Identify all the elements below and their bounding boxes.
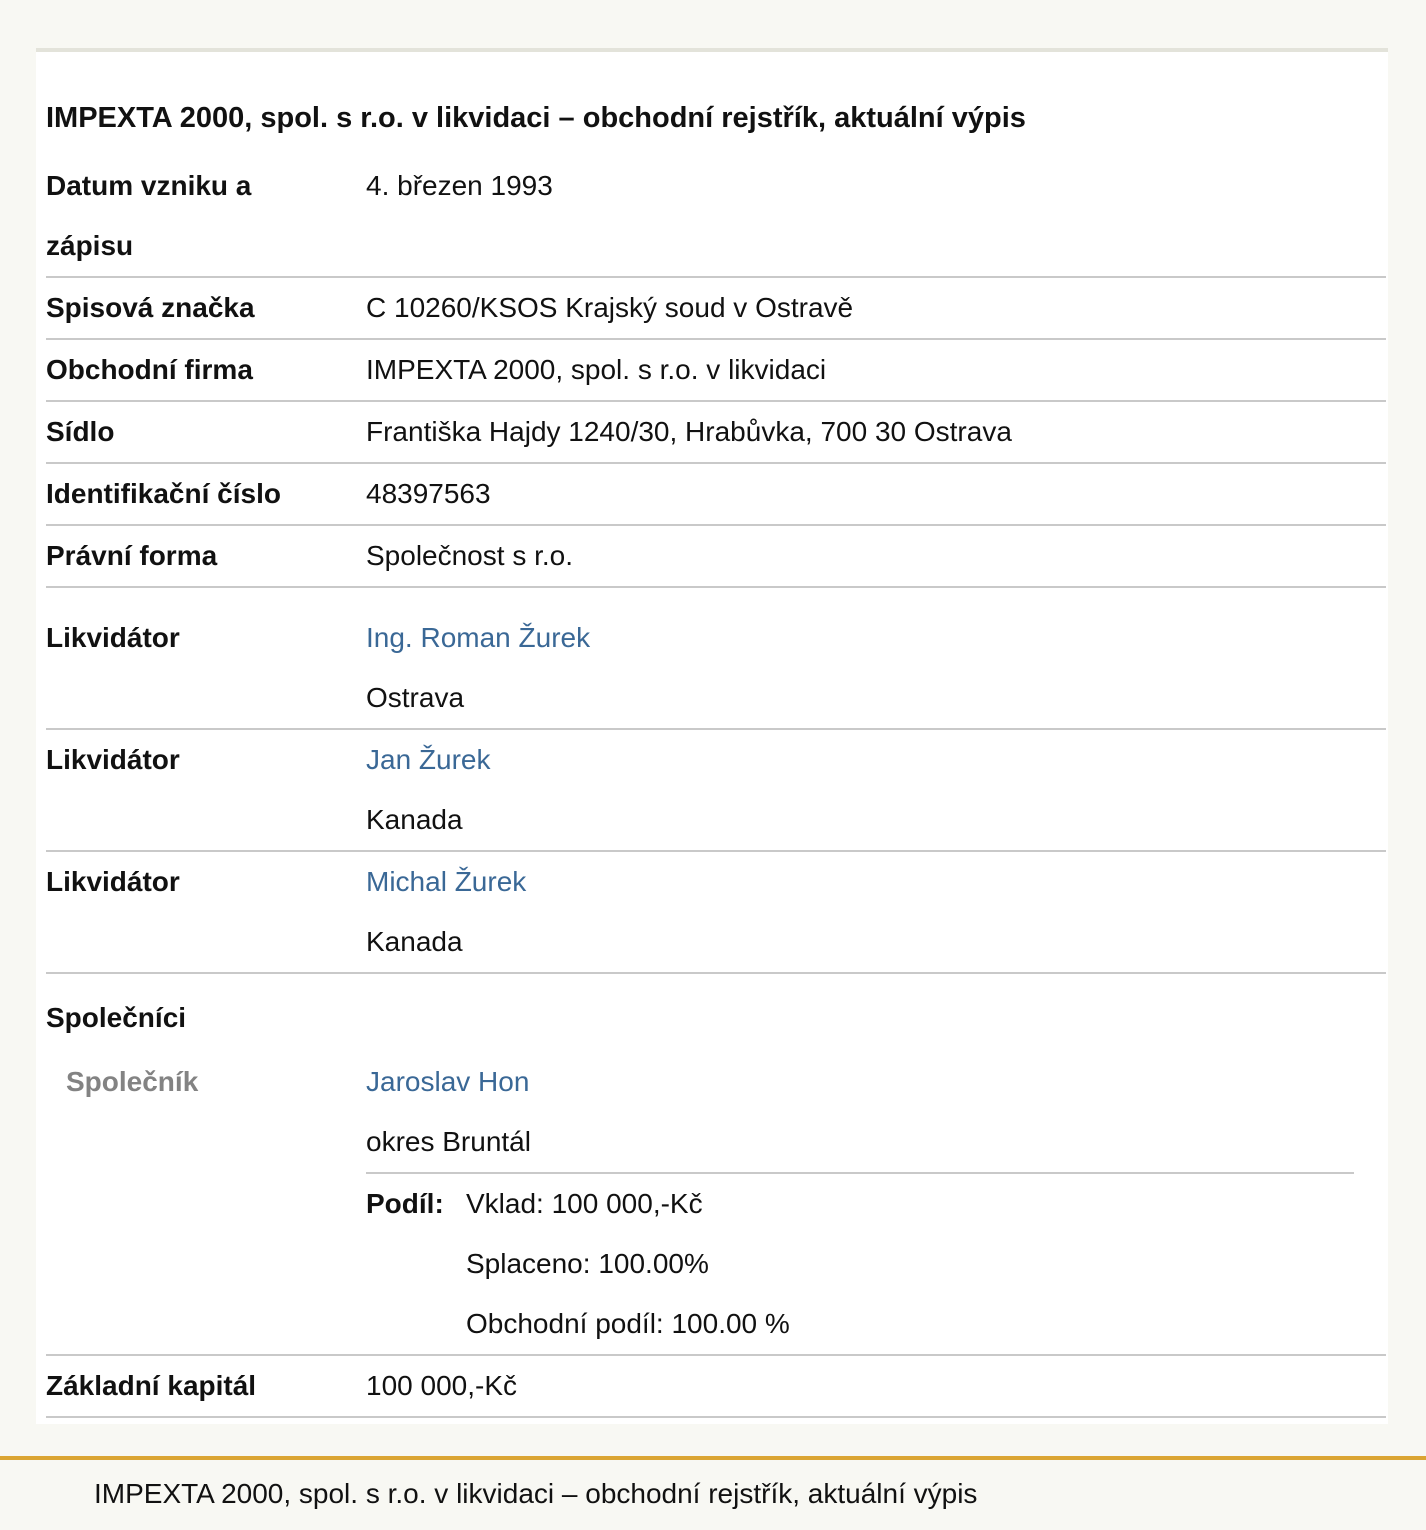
spolecnik-place: okres Bruntál	[366, 1126, 531, 1157]
podil-vklad: Vklad: 100 000,-Kč	[466, 1188, 703, 1219]
label-obchodni-firma: Obchodní firma	[46, 354, 253, 385]
value-spisova-znacka: C 10260/KSOS Krajský soud v Ostravě	[366, 292, 854, 323]
label-likvidator: Likvidátor	[46, 744, 180, 775]
page-title: IMPEXTA 2000, spol. s r.o. v likvidaci – obchodní rejstřík, aktuální výpis	[46, 102, 1026, 134]
spolecnik-name-link[interactable]: Jaroslav Hon	[366, 1066, 530, 1097]
likvidator-name-link[interactable]: Jan Žurek	[366, 744, 491, 775]
row-identifikacni-cislo	[46, 464, 1386, 526]
label-likvidator: Likvidátor	[46, 866, 180, 897]
value-pravni-forma: Společnost s r.o.	[366, 540, 574, 571]
value-obchodni-firma: IMPEXTA 2000, spol. s r.o. v likvidaci	[366, 354, 827, 385]
row-likvidator	[46, 730, 1386, 852]
likvidator-place: Kanada	[366, 926, 463, 957]
registry-card	[36, 48, 1388, 1424]
value-identifikacni-cislo: 48397563	[366, 478, 491, 509]
value-sidlo: Františka Hajdy 1240/30, Hrabůvka, 700 30 Ostrava	[366, 416, 1012, 447]
likvidator-place: Ostrava	[366, 682, 465, 713]
label-pravni-forma: Právní forma	[46, 540, 218, 571]
row-likvidator	[46, 852, 1386, 974]
spolecnici-heading: Společníci	[46, 1002, 187, 1033]
row-obchodni-firma	[46, 340, 1386, 402]
label-sidlo: Sídlo	[46, 416, 115, 447]
label-likvidator: Likvidátor	[46, 622, 180, 653]
row-zakladni-kapital	[46, 1356, 1386, 1418]
row-sidlo	[46, 402, 1386, 464]
value-datum: 4. březen 1993	[366, 170, 553, 201]
likvidator-place: Kanada	[366, 804, 463, 835]
likvidator-name-link[interactable]: Michal Žurek	[366, 866, 527, 897]
row-spolecnici	[46, 974, 1386, 1356]
label-zakladni-kapital: Základní kapitál	[46, 1370, 257, 1401]
label-datum: Datum vzniku a zápisu	[46, 170, 252, 261]
label-spisova-znacka: Spisová značka	[46, 292, 255, 323]
spolecnik-label: Společník	[66, 1066, 199, 1097]
row-likvidator	[46, 588, 1386, 730]
value-zakladni-kapital: 100 000,-Kč	[366, 1370, 517, 1401]
row-datum	[46, 156, 1386, 278]
podil-obchodni: Obchodní podíl: 100.00 %	[466, 1308, 790, 1339]
row-spisova-znacka	[46, 278, 1386, 340]
podil-splaceno: Splaceno: 100.00%	[466, 1248, 709, 1279]
label-identifikacni-cislo: Identifikační číslo	[46, 478, 281, 509]
row-pravni-forma	[46, 526, 1386, 588]
podil-label: Podíl:	[366, 1188, 444, 1219]
footer-text: IMPEXTA 2000, spol. s r.o. v likvidaci – obchodní rejstřík, aktuální výpis	[94, 1478, 978, 1509]
footer	[0, 1456, 1426, 1530]
likvidator-name-link[interactable]: Ing. Roman Žurek	[366, 622, 591, 653]
